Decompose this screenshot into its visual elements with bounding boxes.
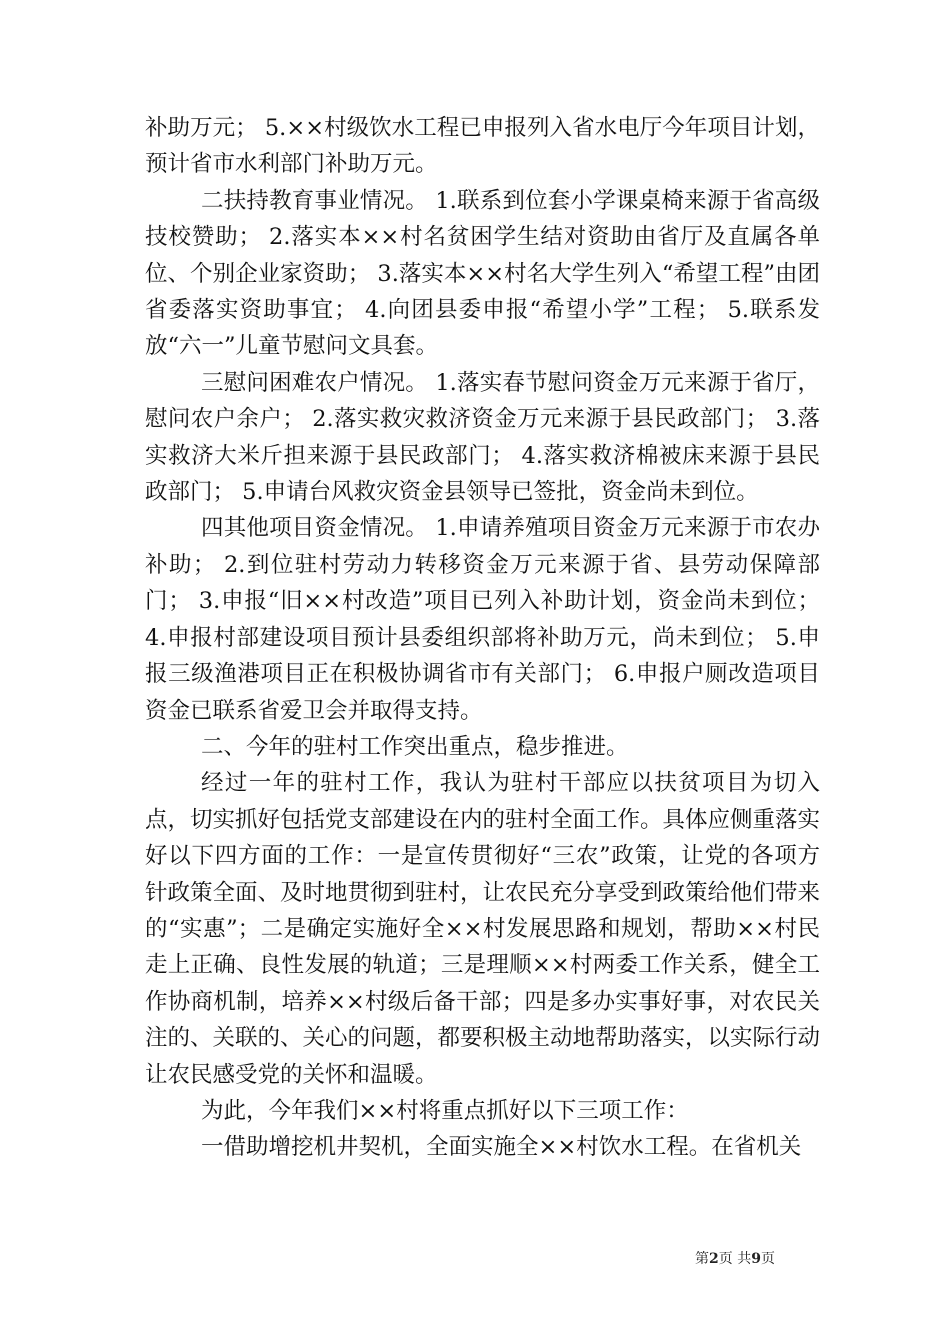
paragraph-4: 四其他项目资金情况。 1.申请养殖项目资金万元来源于市农办补助； 2.到位驻村劳动力转移资金万元来源于省、县劳动保障部门； 3.申报“旧××村改造”项目已列入补助计划，资金尚未到位； 4.申报村部建设项目预计县委组织部将补助万元，尚未到位； 5.申报三级渔港项目正在积极协调省市有关部门； 6.申报户厕改造项目资金已联系省爱卫会并取得支持。 xyxy=(145,515,820,724)
current-page-number: 2 xyxy=(709,1251,719,1267)
total-pages-number: 9 xyxy=(751,1251,761,1267)
paragraph-1: 补助万元； 5.××村级饮水工程已申报列入省水电厅今年项目计划，预计省市水利部门补助万元。 xyxy=(145,115,820,178)
footer-prefix: 第 xyxy=(695,1251,709,1267)
paragraph-7: 为此，今年我们××村将重点抓好以下三项工作： xyxy=(201,1097,689,1124)
section-heading: 二、今年的驻村工作突出重点，稳步推进。 xyxy=(201,733,629,760)
footer-middle: 页 共 xyxy=(718,1251,752,1267)
paragraph-6: 经过一年的驻村工作，我认为驻村干部应以扶贫项目为切入点，切实抓好包括党支部建设在内的驻村全面工作。具体应侧重落实好以下四方面的工作：一是宣传贯彻好“三农”政策，让党的各项方针政策全面、及时地贯彻到驻村，让农民充分享受到政策给他们带来的“实惠”；二是确定实施好全××村发展思路和规划，帮助××村民走上正确、良性发展的轨道；三是理顺××村两委工作关系，健全工作协商机制，培养××村级后备干部；四是多办实事好事，对农民关注的、关联的、关心的问题，都要积极主动地帮助落实，以实际行动让农民感受党的关怀和温暖。 xyxy=(145,770,821,1088)
document-body xyxy=(145,110,820,1166)
page-footer xyxy=(695,1248,775,1268)
footer-suffix: 页 xyxy=(760,1251,775,1267)
paragraph-8: 一借助增挖机井契机，全面实施全××村饮水工程。在省机关 xyxy=(201,1134,802,1161)
paragraph-2: 二扶持教育事业情况。 1.联系到位套小学课桌椅来源于省高级技校赞助； 2.落实本××村名贫困学生结对资助由省厅及直属各单位、个别企业家资助； 3.落实本××村名大学生列入“希望工程”由团省委落实资助事宜； 4.向团县委申报“希望小学”工程； 5.联系发放“六一”儿童节慰问文具套。 xyxy=(145,187,820,360)
paragraph-3: 三慰问困难农户情况。 1.落实春节慰问资金万元来源于省厅，慰问农户余户； 2.落实救灾救济资金万元来源于县民政部门； 3.落实救济大米斤担来源于县民政部门； 4.落实救济棉被床来源于县民政部门； 5.申请台风救灾资金县领导已签批，资金尚未到位。 xyxy=(145,369,820,506)
